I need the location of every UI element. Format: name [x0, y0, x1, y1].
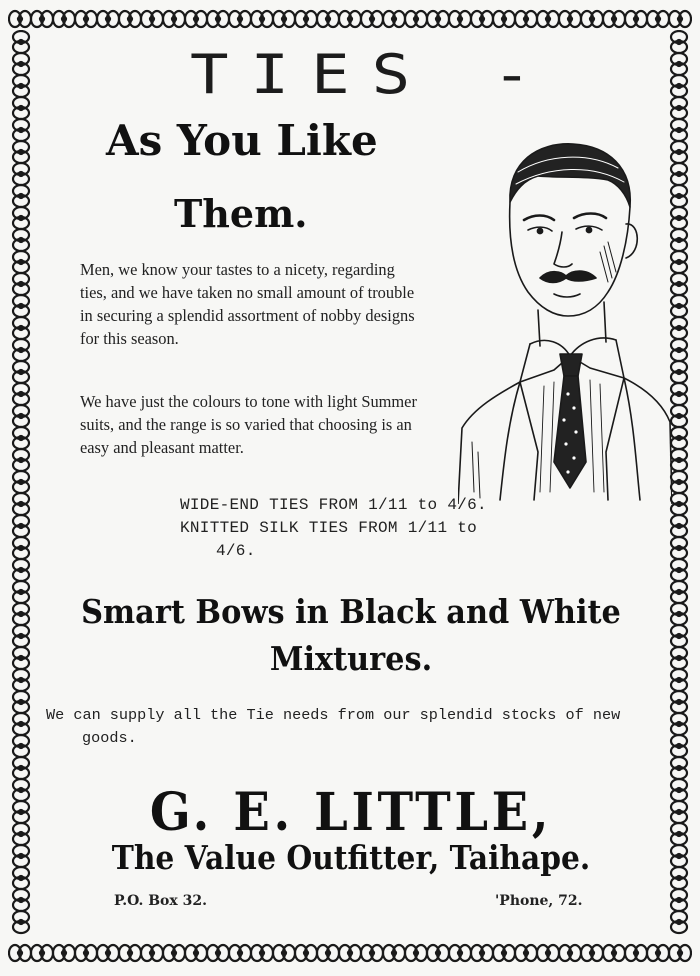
headline: TIES - — [190, 43, 554, 107]
bows-heading — [65, 588, 637, 682]
bows-line-2: Mixtures. — [269, 639, 433, 678]
supply-text — [46, 704, 658, 750]
supply-line-2: goods. — [82, 729, 137, 747]
price-line-2: KNITTED SILK TIES FROM 1/11 to — [180, 519, 478, 537]
supply-line-1: We can supply all the Tie needs from our splendid stocks of new — [46, 706, 621, 724]
ornamental-border-bottom — [8, 938, 692, 968]
phone-number: 'Phone, 72. — [495, 893, 583, 909]
advert-content — [40, 36, 662, 936]
ornamental-border-left — [6, 30, 36, 942]
price-list — [180, 494, 540, 563]
man-with-tie-illustration — [458, 132, 672, 504]
firm-tagline: The Value Outfitter, Taihape. — [111, 838, 591, 877]
body-paragraph-1: Men, we know your tastes to a nicety, regarding ties, and we have taken no small amount of trouble in securing a splendid assortment of nobby designs for this season. — [80, 260, 415, 348]
bows-line-1: Smart Bows in Black and White — [81, 592, 621, 631]
po-box: P.O. Box 32. — [114, 893, 207, 909]
firm-name: G. E. LITTLE, — [149, 782, 553, 843]
ornamental-border-top — [8, 4, 692, 34]
body-paragraph-2: We have just the colours to tone with light Summer suits, and the range is so varied that choosing is an easy and pleasant matter. — [80, 392, 417, 457]
price-line-3: 4/6. — [216, 542, 256, 560]
subheading-line-1: As You Like — [106, 116, 378, 165]
price-line-1: WIDE-END TIES FROM 1/11 to 4/6. — [180, 496, 487, 514]
subheading-line-2: Them. — [174, 191, 308, 236]
